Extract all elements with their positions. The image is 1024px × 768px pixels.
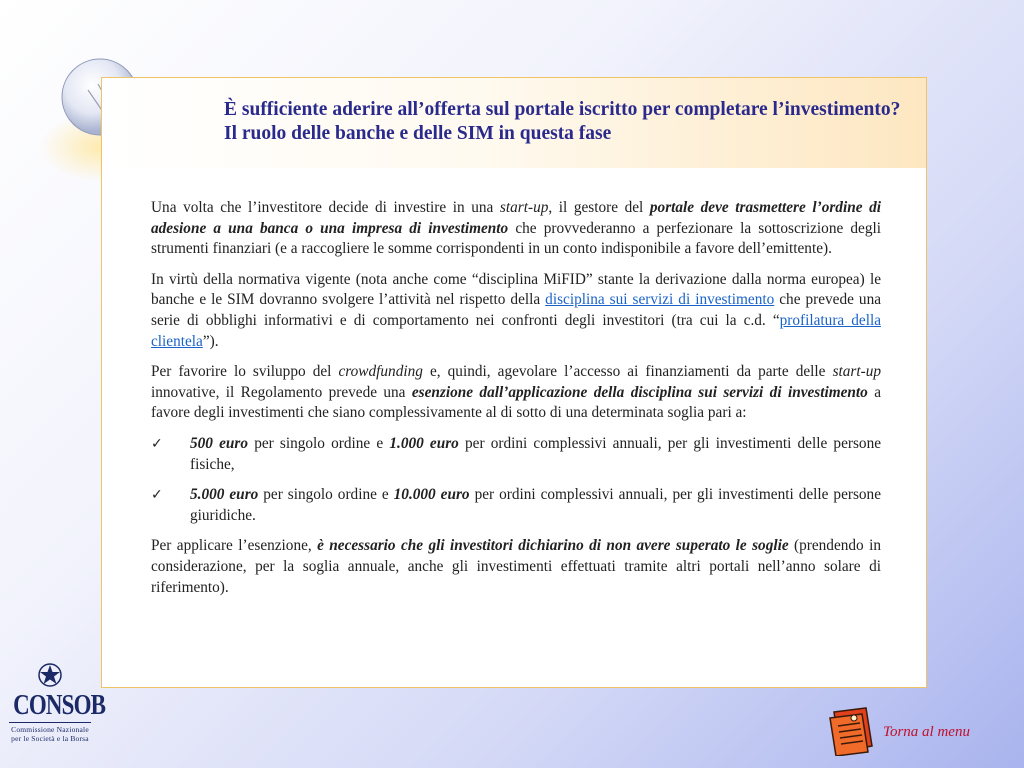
paragraph-4: Per applicare l’esenzione, è necessario che gli investitori dichiarino di non avere superato le soglie (prendendo in considerazione, per la soglia annuale, anche gli investimenti effettuati tramite altri portali nell’anno solare di riferimento).: [151, 537, 881, 596]
body-text: [151, 198, 881, 608]
emblem-icon: [35, 660, 65, 690]
list-item: ✓ 500 euro per singolo ordine e 1.000 euro per ordini complessivi annuali, per gli investimenti delle persone fisiche,: [151, 434, 882, 473]
back-to-menu-link[interactable]: Torna al menu: [883, 724, 970, 740]
paragraph-1: Una volta che l’investitore decide di investire in una start-up, il gestore del portale deve trasmettere l’ordine di adesione a una banca o una impresa di investimento che provvederanno a perfezionare la sottoscrizione degli strumenti finanziari (e a raccogliere le somme corrispondenti in un conto indisponibile a favore dell’emittente).: [151, 199, 881, 258]
list-item: ✓ 5.000 euro per singolo ordine e 10.000 euro per ordini complessivi annuali, per gli investimenti delle persone giuridiche.: [151, 486, 881, 524]
logo-divider: [9, 722, 91, 723]
check-icon: ✓: [151, 487, 163, 504]
link-profilatura-clientela[interactable]: profilatura della clientela: [151, 311, 882, 350]
paragraph-3: Per favorire lo sviluppo del crowdfunding e, quindi, agevolare l’accesso ai finanziamenti da parte delle start-up innovative, il Regolamento prevede una esenzione dall’applicazione della disciplina sui servizi di investimento a favore degli investimenti che siano complessivamente al di sotto di una determinata soglia pari a:: [151, 363, 882, 422]
paragraph-2: In virtù della normativa vigente (nota anche come “disciplina MiFID” stante la derivazione dalla norma europea) le banche e le SIM dovranno svolgere l’attività nel rispetto della disciplina sui servizi di investimento che prevede una serie di obblighi informativi e di comportamento nei confronti degli investitori (tra cui la c.d. “profilatura della clientela”).: [151, 270, 882, 350]
logo-subtitle-line-2: per le Società e la Borsa: [11, 734, 89, 743]
check-icon: ✓: [151, 435, 163, 452]
consob-logo: [5, 660, 106, 760]
logo-name: CONSOB: [13, 690, 106, 721]
content-card: [101, 77, 927, 688]
link-disciplina-servizi[interactable]: disciplina sui servizi di investimento: [545, 291, 775, 309]
menu-back-icon[interactable]: [826, 706, 878, 756]
logo-subtitle-line-1: Commissione Nazionale: [11, 725, 89, 734]
page-title: È sufficiente aderire all’offerta sul portale iscritto per completare l’investimento? Il ruolo delle banche e delle SIM in questa fase: [224, 99, 901, 144]
